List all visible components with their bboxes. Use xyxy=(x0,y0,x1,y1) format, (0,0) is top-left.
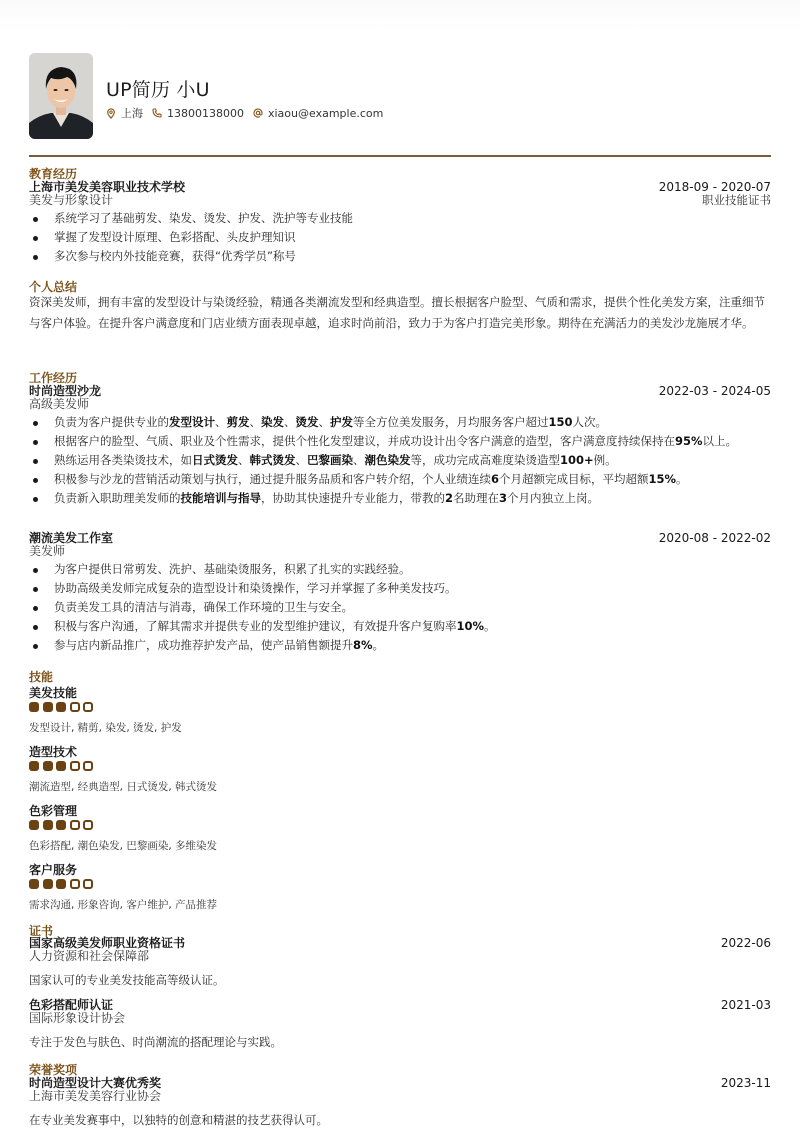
education-bullets xyxy=(29,212,771,262)
list-item: 熟练运用各类染烫技术，如日式烫发、韩式烫发、巴黎画染、潮色染发等，成功完成高难度染烫造型100+例。 xyxy=(29,454,771,466)
empty-dot-icon xyxy=(83,761,93,771)
list-item: 负责美发工具的清洁与消毒，确保工作环境的卫生与安全。 xyxy=(29,601,771,613)
skill-keywords: 潮流造型, 经典造型, 日式烫发, 韩式烫发 xyxy=(29,781,218,793)
skill-level-rating xyxy=(29,702,97,712)
major: 美发与形象设计 xyxy=(29,193,114,207)
phone-icon xyxy=(152,108,162,118)
job-bullets xyxy=(29,563,771,651)
degree: 职业技能证书 xyxy=(702,193,771,207)
avatar-photo xyxy=(29,53,93,139)
certificate-header xyxy=(29,999,771,1012)
filled-dot-icon xyxy=(29,879,39,889)
empty-dot-icon xyxy=(83,820,93,830)
section-title-awards: 荣誉奖项 xyxy=(29,1063,78,1077)
job-role-row xyxy=(29,398,771,411)
certificate-date: 2021-03 xyxy=(720,998,771,1012)
skill-keywords: 发型设计, 精剪, 染发, 烫发, 护发 xyxy=(29,722,182,734)
filled-dot-icon xyxy=(56,702,66,712)
list-item: 负责新入职助理美发师的技能培训与指导，协助其快速提升专业能力，带教的2名助理在3个月内独立上岗。 xyxy=(29,492,771,504)
filled-dot-icon xyxy=(29,820,39,830)
filled-dot-icon xyxy=(43,702,53,712)
empty-dot-icon xyxy=(70,761,80,771)
company-name: 时尚造型沙龙 xyxy=(29,384,102,398)
section-title-skills: 技能 xyxy=(29,670,54,684)
certificate-desc: 国家认可的专业美发技能高等级认证。 xyxy=(29,973,225,987)
section-title-certificates: 证书 xyxy=(29,924,54,938)
filled-dot-icon xyxy=(56,761,66,771)
filled-dot-icon xyxy=(43,820,53,830)
section-title-summary: 个人总结 xyxy=(29,280,78,294)
education-header xyxy=(29,181,771,194)
award-date: 2023-11 xyxy=(720,1076,771,1090)
skill-level-rating xyxy=(29,820,97,830)
list-item: 掌握了发型设计原理、色彩搭配、头皮护理知识 xyxy=(29,231,771,243)
list-item: 系统学习了基础剪发、染发、烫发、护发、洗护等专业技能 xyxy=(29,212,771,224)
filled-dot-icon xyxy=(56,820,66,830)
skill-name: 色彩管理 xyxy=(29,804,78,818)
list-item: 参与店内新品推广，成功推荐护发产品，使产品销售额提升8%。 xyxy=(29,639,771,651)
list-item: 多次参与校内外技能竞赛，获得“优秀学员”称号 xyxy=(29,250,771,262)
skill-keywords: 色彩搭配, 潮色染发, 巴黎画染, 多维染发 xyxy=(29,840,218,852)
award-desc: 在专业美发赛事中，以独特的创意和精湛的技艺获得认可。 xyxy=(29,1113,328,1127)
empty-dot-icon xyxy=(70,879,80,889)
phone-text: 13800138000 xyxy=(167,106,244,120)
skill-level-rating xyxy=(29,879,97,889)
filled-dot-icon xyxy=(29,761,39,771)
empty-dot-icon xyxy=(70,820,80,830)
section-title-work: 工作经历 xyxy=(29,371,78,385)
company-name: 潮流美发工作室 xyxy=(29,531,114,545)
empty-dot-icon xyxy=(83,702,93,712)
contact-location xyxy=(106,105,143,121)
filled-dot-icon xyxy=(56,879,66,889)
job-dates: 2020-08 - 2022-02 xyxy=(658,531,771,545)
skill-keywords: 需求沟通, 形象咨询, 客户维护, 产品推荐 xyxy=(29,899,218,911)
job-header xyxy=(29,532,771,545)
location-text: 上海 xyxy=(121,107,143,120)
list-item: 负责为客户提供专业的发型设计、剪发、染发、烫发、护发等全方位美发服务，月均服务客户超过150人次。 xyxy=(29,416,771,428)
filled-dot-icon xyxy=(43,761,53,771)
certificate-issuer-row xyxy=(29,1012,771,1025)
empty-dot-icon xyxy=(83,879,93,889)
filled-dot-icon xyxy=(43,879,53,889)
award-issuer-row xyxy=(29,1090,771,1103)
education-subheader xyxy=(29,194,771,207)
certificate-issuer-row xyxy=(29,950,771,963)
skill-name: 造型技术 xyxy=(29,745,78,759)
list-item: 根据客户的脸型、气质、职业及个性需求，提供个性化发型建议，并成功设计出令客户满意的造型，客户满意度持续保持在95%以上。 xyxy=(29,435,771,447)
job-role-row xyxy=(29,545,771,558)
location-pin-icon xyxy=(106,108,116,119)
job-role: 高级美发师 xyxy=(29,397,90,411)
contact-phone xyxy=(152,107,244,120)
top-fade xyxy=(0,0,800,30)
empty-dot-icon xyxy=(70,702,80,712)
certificate-issuer: 人力资源和社会保障部 xyxy=(29,949,150,963)
award-issuer: 上海市美发美容行业协会 xyxy=(29,1089,162,1103)
header-divider xyxy=(29,155,771,157)
resume-header xyxy=(29,53,771,139)
school-name: 上海市美发美容职业技术学校 xyxy=(29,180,186,194)
skill-level-rating xyxy=(29,761,97,771)
certificate-name: 国家高级美发师职业资格证书 xyxy=(29,936,186,950)
job-bullets xyxy=(29,416,771,504)
certificate-date: 2022-06 xyxy=(720,936,771,950)
skill-name: 客户服务 xyxy=(29,863,78,877)
list-item: 为客户提供日常剪发、洗护、基础染烫服务，积累了扎实的实践经验。 xyxy=(29,563,771,575)
candidate-name: UP简历 小U xyxy=(106,79,210,101)
certificate-name: 色彩搭配师认证 xyxy=(29,998,114,1012)
job-role: 美发师 xyxy=(29,544,66,558)
job-dates: 2022-03 - 2024-05 xyxy=(658,384,771,398)
list-item: 协助高级美发师完成复杂的造型设计和染烫操作，学习并掌握了多种美发技巧。 xyxy=(29,582,771,594)
skill-name: 美发技能 xyxy=(29,686,78,700)
contact-info xyxy=(106,105,392,121)
certificate-issuer: 国际形象设计协会 xyxy=(29,1011,126,1025)
list-item: 积极与客户沟通，了解其需求并提供专业的发型维护建议，有效提升客户复购率10%。 xyxy=(29,620,771,632)
certificate-desc: 专注于发色与肤色、时尚潮流的搭配理论与实践。 xyxy=(29,1035,282,1049)
filled-dot-icon xyxy=(29,702,39,712)
award-name: 时尚造型设计大赛优秀奖 xyxy=(29,1076,162,1090)
at-sign-icon xyxy=(253,108,263,118)
list-item: 积极参与沙龙的营销活动策划与执行，通过提升服务品质和客户转介绍，个人业绩连续6个月超额完成目标，平均超额15%。 xyxy=(29,473,771,485)
summary-text: 资深美发师，拥有丰富的发型设计与染烫经验，精通各类潮流发型和经典造型。擅长根据客户脸型、气质和需求，提供个性化美发方案，注重细节与客户体验。在提升客户满意度和门店业绩方面表现卓越，追求时尚前沿，致力于为客户打造完美形象。期待在充满活力的美发沙龙施展才华。 xyxy=(29,295,765,330)
education-dates: 2018-09 - 2020-07 xyxy=(658,180,771,194)
job-header xyxy=(29,385,771,398)
section-title-education: 教育经历 xyxy=(29,167,78,181)
contact-email[interactable] xyxy=(253,107,383,120)
email-text[interactable]: xiaou@example.com xyxy=(267,106,384,120)
